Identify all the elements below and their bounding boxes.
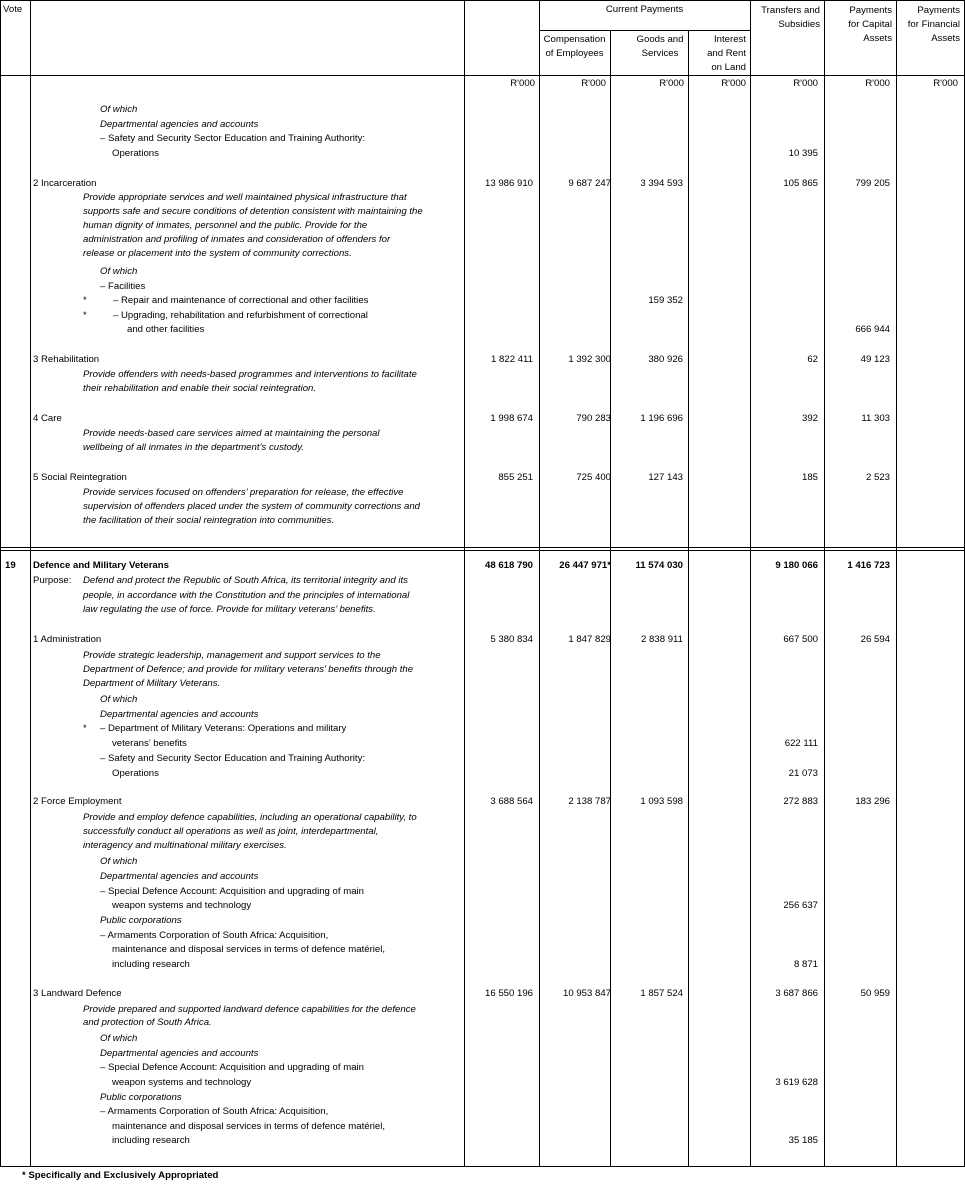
total-value: 5 380 834: [490, 634, 533, 645]
total-value: 16 550 196: [484, 988, 533, 999]
unit-financial: R'000: [933, 78, 958, 89]
programme-title: 4 Care: [33, 413, 62, 424]
agencies-label: Departmental agencies and accounts: [100, 871, 259, 882]
unit-comp: R'000: [581, 78, 606, 89]
capital-value: 1 416 723: [847, 560, 890, 571]
item-label: and other facilities: [127, 324, 205, 335]
col-rule: [0, 0, 1, 1166]
goods-value: 1 857 524: [640, 988, 683, 999]
purpose-text: Department of Defence; and provide for military veterans’ benefits through the: [83, 664, 414, 675]
public-corp-label: Public corporations: [100, 915, 182, 926]
total-value: 48 618 790: [484, 560, 533, 571]
purpose-text: Department of Military Veterans.: [83, 678, 221, 689]
purpose-text: and protection of South Africa.: [83, 1017, 212, 1028]
asterisk-mark: *: [83, 295, 87, 306]
transfer-value: 185: [801, 472, 818, 483]
agencies-label: Departmental agencies and accounts: [100, 119, 259, 130]
total-value: 13 986 910: [484, 178, 533, 189]
capital-value: 666 944: [855, 324, 890, 335]
comp-value: 1 392 300: [568, 354, 611, 365]
table-border-top: [0, 0, 965, 1]
header-compensation: Compensation of Employees: [543, 34, 606, 59]
item-label: including research: [112, 959, 190, 970]
purpose-text: law regulating the use of force. Provide for military veterans’ benefits.: [83, 604, 376, 615]
vote-title: Defence and Military Veterans: [33, 560, 169, 571]
item-label: – Armaments Corporation of South Africa: Acquisition,: [100, 1106, 329, 1117]
transfer-value: 62: [807, 354, 818, 365]
total-value: 1 998 674: [490, 413, 533, 424]
purpose-text: Provide prepared and supported landward defence capabilities for the defence: [83, 1004, 416, 1015]
transfer-value: 3 687 866: [775, 988, 818, 999]
transfer-value: 667 500: [783, 634, 818, 645]
comp-value: 10 953 847: [562, 988, 611, 999]
footnote: * Specifically and Exclusively Appropriated: [22, 1170, 219, 1181]
transfer-value: 105 865: [783, 178, 818, 189]
header-financial-assets: Payments for Financial Assets: [907, 5, 960, 44]
transfer-value: 21 073: [788, 768, 818, 779]
purpose-text: Provide strategic leadership, management and support services to the: [83, 650, 381, 661]
capital-value: 799 205: [855, 178, 890, 189]
item-label: – Armaments Corporation of South Africa: Acquisition,: [100, 930, 329, 941]
goods-value: 159 352: [648, 295, 683, 306]
purpose-text: people, in accordance with the Constitution and the principles of international: [83, 590, 410, 601]
goods-value: 1 093 598: [640, 796, 683, 807]
transfer-value: 10 395: [788, 148, 818, 159]
item-label: – Facilities: [100, 281, 146, 292]
unit-goods: R'000: [659, 78, 684, 89]
transfer-value: 272 883: [783, 796, 818, 807]
transfer-value: 256 637: [783, 900, 818, 911]
capital-value: 2 523: [865, 472, 890, 483]
item-label: – Special Defence Account: Acquisition and upgrading of main: [100, 1062, 365, 1073]
item-label: – Safety and Security Sector Education and Training Authority:: [100, 753, 366, 764]
item-label: maintenance and disposal services in terms of defence matériel,: [112, 1121, 386, 1132]
transfer-value: 9 180 066: [775, 560, 818, 571]
unit-interest: R'000: [721, 78, 746, 89]
purpose-text: their rehabilitation and enable their social reintegration.: [83, 383, 317, 394]
asterisk-mark: *: [83, 723, 87, 734]
item-label: maintenance and disposal services in terms of defence matériel,: [112, 944, 386, 955]
item-label: veterans’ benefits: [112, 738, 187, 749]
current-payments-rule: [539, 30, 750, 31]
purpose-text: Provide services focused on offenders’ preparation for release, the effective: [83, 487, 404, 498]
capital-value: 183 296: [855, 796, 890, 807]
comp-value: 9 687 247: [568, 178, 611, 189]
comp-value: 790 283: [576, 413, 611, 424]
item-label: Operations: [112, 148, 159, 159]
item-label: – Special Defence Account: Acquisition and upgrading of main: [100, 886, 365, 897]
of-which-label: Of which: [100, 856, 138, 867]
transfer-value: 8 871: [793, 959, 818, 970]
purpose-text: Provide offenders with needs-based programmes and interventions to facilitate: [83, 369, 417, 380]
purpose-text: interagency and multinational military exercises.: [83, 840, 287, 851]
goods-value: 380 926: [648, 354, 683, 365]
of-which-label: Of which: [100, 1033, 138, 1044]
programme-title: 5 Social Reintegration: [33, 472, 127, 483]
asterisk-mark: *: [83, 310, 87, 321]
purpose-text: Defend and protect the Republic of South Africa, its territorial integrity and its: [83, 575, 408, 586]
comp-value: 1 847 829: [568, 634, 611, 645]
total-value: 855 251: [498, 472, 533, 483]
header-goods-services: Goods and Services: [636, 34, 684, 59]
purpose-text: supervision of offenders placed under the system of community corrections and: [83, 501, 421, 512]
item-label: – Repair and maintenance of correctional and other facilities: [113, 295, 369, 306]
programme-title: 2 Incarceration: [33, 178, 97, 189]
purpose-text: Provide appropriate services and well maintained physical infrastructure that: [83, 192, 407, 203]
total-value: 3 688 564: [490, 796, 533, 807]
item-label: – Safety and Security Sector Education and Training Authority:: [100, 133, 366, 144]
item-label: – Upgrading, rehabilitation and refurbishment of correctional: [113, 310, 368, 321]
purpose-text: wellbeing of all inmates in the department’s custody.: [83, 442, 304, 453]
unit-total: R'000: [510, 78, 535, 89]
transfer-value: 622 111: [784, 738, 818, 749]
programme-title: 3 Rehabilitation: [33, 354, 100, 365]
comp-value: 2 138 787: [568, 796, 611, 807]
item-label: weapon systems and technology: [112, 1077, 252, 1088]
comp-value: 725 400: [576, 472, 611, 483]
item-label: Operations: [112, 768, 159, 779]
public-corp-label: Public corporations: [100, 1092, 182, 1103]
of-which-label: Of which: [100, 694, 138, 705]
purpose-text: Provide and employ defence capabilities, including an operational capability, to: [83, 812, 417, 823]
capital-value: 49 123: [860, 354, 890, 365]
vote-number: 19: [5, 560, 16, 571]
goods-value: 2 838 911: [641, 634, 683, 645]
goods-value: 3 394 593: [640, 178, 683, 189]
of-which-label: Of which: [100, 104, 138, 115]
purpose-text: release or placement into the system of community corrections.: [83, 248, 352, 259]
capital-value: 26 594: [860, 634, 890, 645]
purpose-text: successfully conduct all operations as well as joint, interdepartmental,: [83, 826, 379, 837]
header-rule: [0, 75, 965, 76]
item-label: – Department of Military Veterans: Operations and military: [100, 723, 347, 734]
programme-title: 2 Force Employment: [33, 796, 122, 807]
purpose-text: administration and profiling of inmates and consideration of offenders for: [83, 234, 391, 245]
capital-value: 11 303: [861, 413, 890, 424]
capital-value: 50 959: [860, 988, 890, 999]
goods-value: 1 196 696: [640, 413, 683, 424]
programme-title: 1 Administration: [33, 634, 102, 645]
transfer-value: 35 185: [788, 1135, 818, 1146]
col-rule: [688, 30, 689, 1166]
header-capital-assets: Payments for Capital Assets: [848, 5, 892, 44]
unit-capital: R'000: [865, 78, 890, 89]
purpose-text: human dignity of inmates, personnel and the public. Provide for the: [83, 220, 368, 231]
item-label: weapon systems and technology: [112, 900, 252, 911]
of-which-label: Of which: [100, 266, 138, 277]
programme-title: 3 Landward Defence: [33, 988, 122, 999]
header-vote: Vote: [3, 4, 23, 15]
section-rule: [0, 547, 965, 548]
purpose-text: Provide needs-based care services aimed at maintaining the personal: [83, 428, 380, 439]
header-current-payments: Current Payments: [605, 4, 684, 15]
agencies-label: Departmental agencies and accounts: [100, 1048, 259, 1059]
purpose-text: supports safe and secure conditions of detention consistent with maintaining the: [83, 206, 423, 217]
total-value: 1 822 411: [491, 354, 533, 365]
purpose-label: Purpose:: [33, 575, 72, 586]
col-rule: [30, 0, 31, 1166]
item-label: including research: [112, 1135, 190, 1146]
goods-value: 11 574 030: [635, 560, 683, 571]
table-border-bottom: [0, 1166, 965, 1167]
header-interest-rent: Interest and Rent on Land: [707, 34, 746, 73]
header-transfers: Transfers and Subsidies: [761, 5, 820, 30]
unit-transfers: R'000: [793, 78, 818, 89]
comp-value: 26 447 971*: [559, 560, 611, 571]
agencies-label: Departmental agencies and accounts: [100, 709, 259, 720]
goods-value: 127 143: [648, 472, 683, 483]
transfer-value: 3 619 628: [775, 1077, 818, 1088]
col-rule: [896, 0, 897, 1166]
purpose-text: the facilitation of their social reintegration into communities.: [83, 515, 335, 526]
transfer-value: 392: [801, 413, 818, 424]
section-rule: [0, 550, 965, 551]
